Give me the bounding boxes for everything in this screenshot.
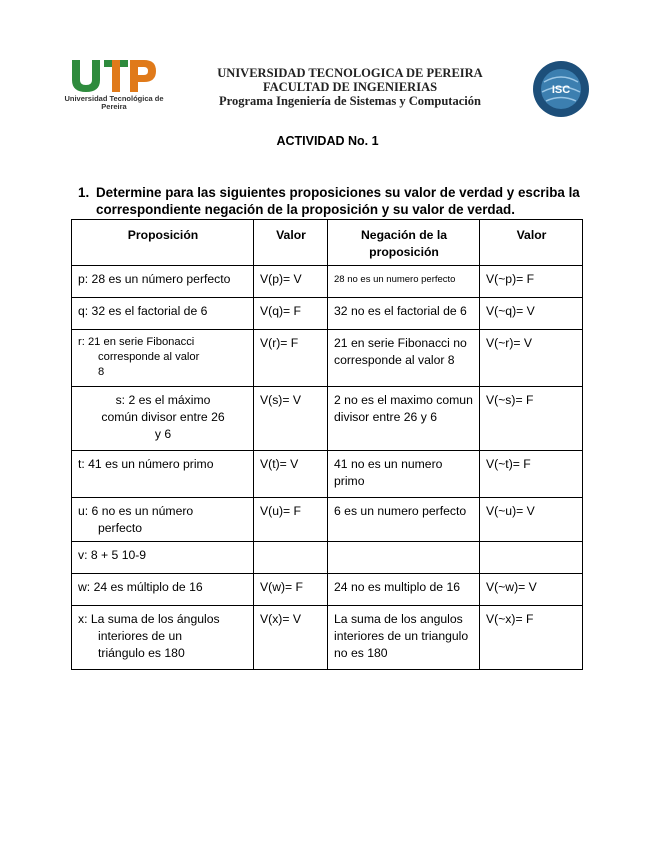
negation-cell: 41 no es un numero primo: [328, 451, 480, 498]
table-row: [72, 330, 583, 387]
table-row: [72, 606, 583, 670]
negation-cell: 6 es un numero perfecto: [328, 498, 480, 542]
negation-cell: 2 no es el maximo comun divisor entre 26 y 6: [328, 387, 480, 451]
value-cell: V(t)= V: [254, 451, 328, 498]
negation-value-cell: V(~u)= V: [480, 498, 583, 542]
proposition-cell: x: La suma de los ángulos interiores de un triángulo es 180: [72, 606, 254, 670]
negation-cell: [328, 542, 480, 574]
negation-value-cell: [480, 542, 583, 574]
table-row: [72, 387, 583, 451]
university-name: UNIVERSIDAD TECNOLOGICA DE PEREIRA: [217, 66, 483, 80]
table-row: [72, 451, 583, 498]
negation-value-cell: V(~w)= V: [480, 574, 583, 606]
negation-value-cell: V(~r)= V: [480, 330, 583, 387]
table-header-row: [72, 220, 583, 266]
value-cell: [254, 542, 328, 574]
value-cell: V(x)= V: [254, 606, 328, 670]
proposition-cell: v: 8 + 5 10-9: [72, 542, 254, 574]
negation-value-cell: V(~p)= F: [480, 266, 583, 298]
utp-logo-caption: Universidad Tecnológica de Pereira: [64, 94, 164, 111]
negation-value-cell: V(~t)= F: [480, 451, 583, 498]
negation-cell: La suma de los angulos interiores de un triangulo no es 180: [328, 606, 480, 670]
table-row: [72, 498, 583, 542]
value-cell: V(s)= V: [254, 387, 328, 451]
value-cell: V(w)= F: [254, 574, 328, 606]
header-proposition: Proposición: [72, 220, 254, 266]
proposition-cell: q: 32 es el factorial de 6: [72, 298, 254, 330]
value-cell: V(p)= V: [254, 266, 328, 298]
header-value: Valor: [254, 220, 328, 266]
question-text: Determine para las siguientes proposiciones su valor de verdad y escriba la correspondiente negación de la proposición y su valor de verdad.: [96, 185, 580, 217]
proposition-cell: w: 24 es múltiplo de 16: [72, 574, 254, 606]
institution-header: [200, 66, 500, 108]
proposition-cell: r: 21 en serie Fibonacci corresponde al valor 8: [72, 330, 254, 387]
table-row: [72, 266, 583, 298]
table-row: [72, 298, 583, 330]
proposition-cell: u: 6 no es un número perfecto: [72, 498, 254, 542]
question-number: 1.: [78, 185, 90, 200]
value-cell: V(r)= F: [254, 330, 328, 387]
header-negation-value: Valor: [480, 220, 583, 266]
negation-cell: 32 no es el factorial de 6: [328, 298, 480, 330]
value-cell: V(q)= F: [254, 298, 328, 330]
proposition-cell: s: 2 es el máximo común divisor entre 26 y 6: [72, 387, 254, 451]
proposition-cell: t: 41 es un número primo: [72, 451, 254, 498]
negation-value-cell: V(~x)= F: [480, 606, 583, 670]
faculty-name: FACULTAD DE INGENIERIAS: [262, 80, 438, 94]
activity-title: ACTIVIDAD No. 1: [276, 134, 379, 148]
isc-logo: [532, 60, 590, 118]
program-name: Programa Ingeniería de Sistemas y Computación: [219, 94, 481, 108]
proposition-cell: p: 28 es un número perfecto: [72, 266, 254, 298]
header-negation: Negación de la proposición: [328, 220, 480, 266]
negation-value-cell: V(~s)= F: [480, 387, 583, 451]
negation-cell: 21 en serie Fibonacci no corresponde al valor 8: [328, 330, 480, 387]
isc-logo-label: ISC: [551, 84, 571, 96]
value-cell: V(u)= F: [254, 498, 328, 542]
negation-value-cell: V(~q)= V: [480, 298, 583, 330]
propositions-table: [71, 219, 583, 670]
negation-cell: 28 no es un numero perfecto: [328, 266, 480, 298]
table-row: [72, 542, 583, 574]
question-1: [78, 184, 598, 218]
table-row: [72, 574, 583, 606]
negation-cell: 24 no es multiplo de 16: [328, 574, 480, 606]
